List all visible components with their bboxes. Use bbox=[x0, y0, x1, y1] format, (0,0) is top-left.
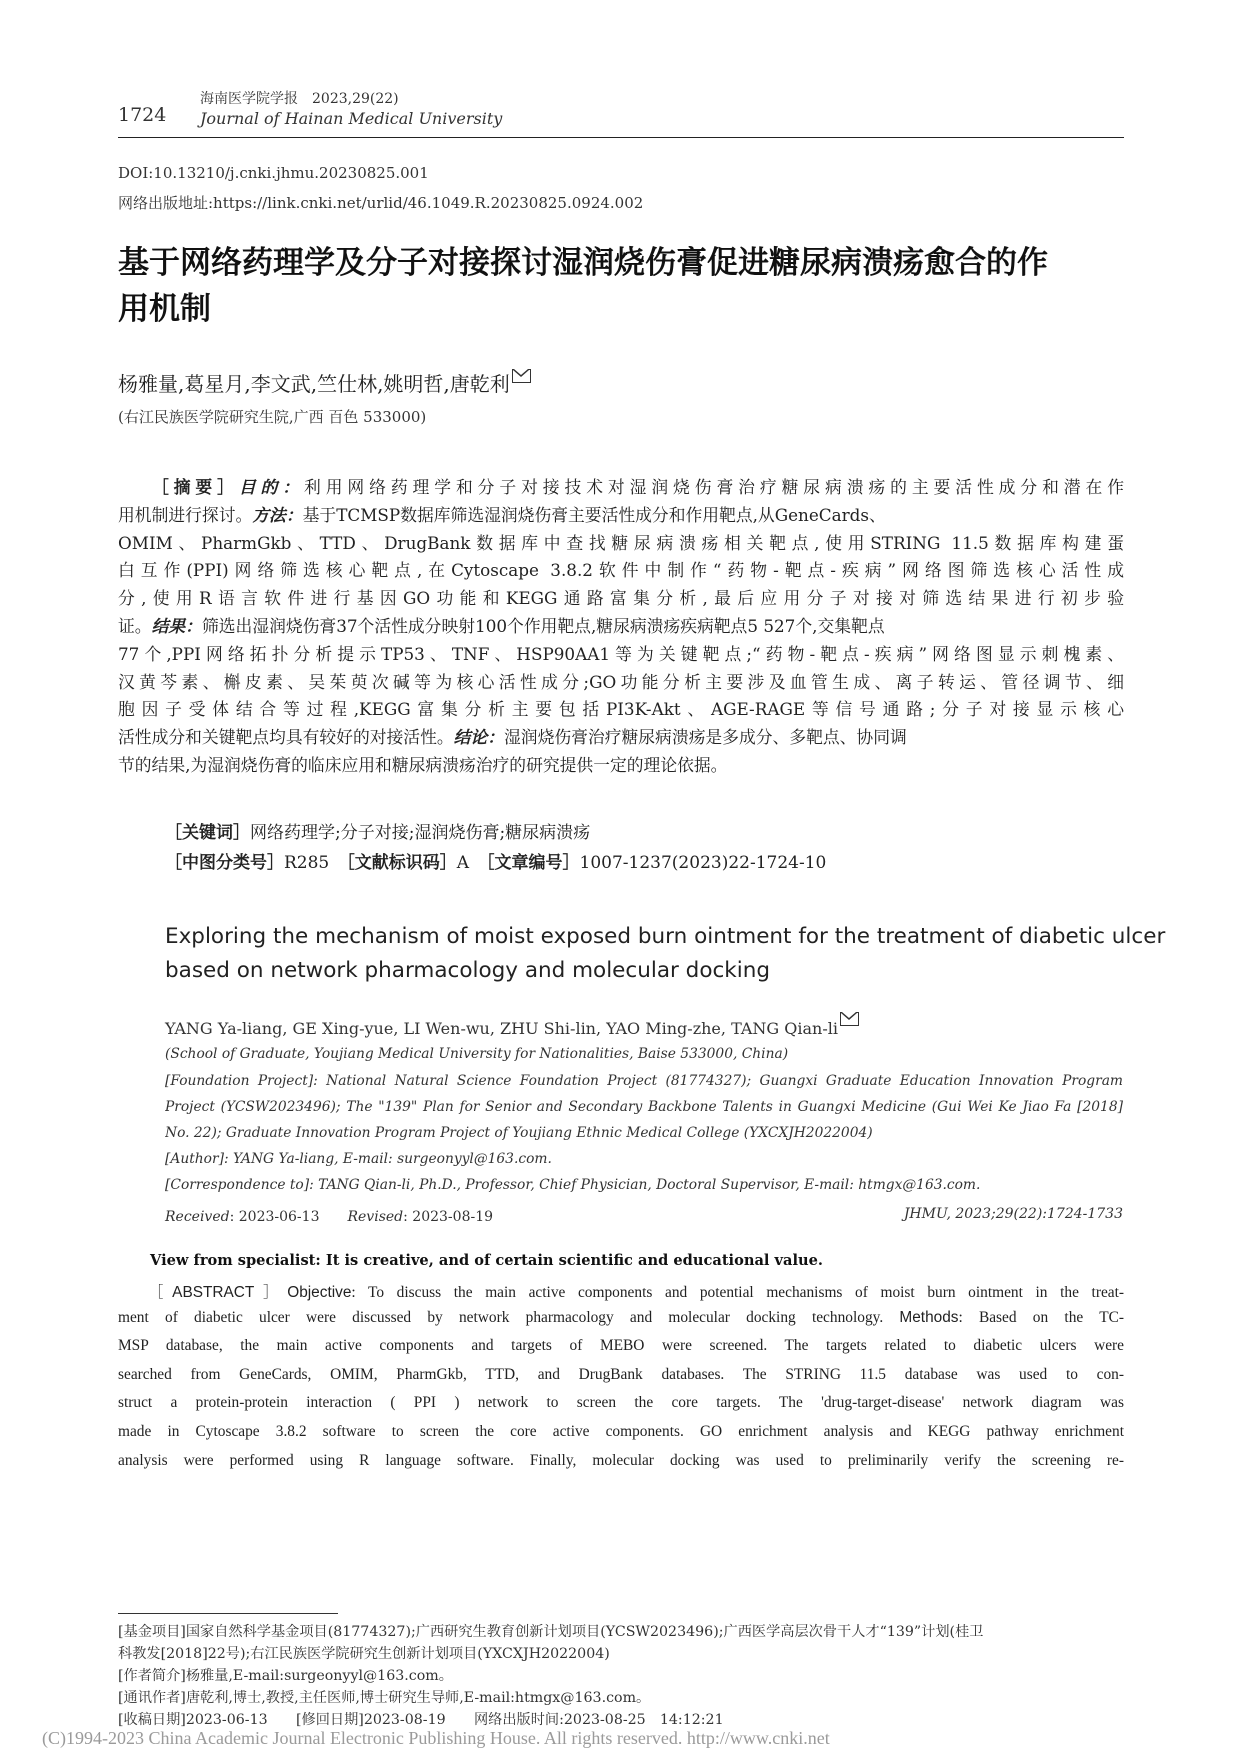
revised-date: : 2023-08-19 bbox=[403, 1209, 494, 1225]
footnote-correspondence: [通讯作者]唐乾利,博士,教授,主任医师,博士研究生导师,E-mail:htmgx@163.com。 bbox=[118, 1690, 651, 1706]
abstract-cn-line bbox=[118, 613, 1124, 641]
abstract-en-label: ［ABSTRACT］ bbox=[148, 1284, 288, 1301]
received-label: Received bbox=[165, 1209, 230, 1225]
doc-label: ［文献标识码］ bbox=[346, 853, 457, 873]
abstract-cn-line bbox=[118, 752, 1124, 780]
received-date: : 2023-06-13 bbox=[229, 1209, 320, 1225]
abstract-text: 用机制进行探讨。 bbox=[118, 504, 253, 525]
authors-cn-text: 杨雅量,葛星月,李文武,竺仕林,姚明哲,唐乾利 bbox=[118, 372, 510, 396]
envelope-icon bbox=[512, 369, 531, 383]
foundation-line: [Foundation Project]: National Natural Science Foundation Project (81774327); Guangxi Graduate Education Innovation Program bbox=[165, 1073, 1123, 1089]
clc-value: R285 bbox=[284, 853, 330, 873]
correspondence-en: [Correspondence to]: TANG Qian-li, Ph.D., Professor, Chief Physician, Doctoral Supervisor, E-mail: htmgx@163.com. bbox=[165, 1177, 981, 1193]
abstract-text: : To discuss the main active components and potential mechanisms of moist burn ointment in the treat- bbox=[351, 1284, 1124, 1301]
abstract-text: 活性成分和关键靶点均具有较好的对接活性。 bbox=[118, 727, 454, 748]
abstract-text: 77个,PPI网络拓扑分析提示TP53、TNF、HSP90AA1等为关键靶点;“药物-靶点-疾病”网络图显示刺槐素、 bbox=[118, 643, 1124, 664]
journal-name-cn: 海南医学院学报 2023,29(22) bbox=[200, 91, 399, 107]
revised-label: Revised bbox=[347, 1209, 404, 1225]
doi[interactable]: DOI:10.13210/j.cnki.jhmu.20230825.001 bbox=[118, 164, 429, 182]
footnote-fund: [基金项目]国家自然科学基金项目(81774327);广西研究生教育创新计划项目(YCSW2023496);广西医学高层次骨干人才“139”计划(桂卫 bbox=[118, 1624, 984, 1640]
abstract-cn-line bbox=[118, 641, 1124, 669]
abstract-text: 证。 bbox=[118, 615, 152, 636]
doc-value: A bbox=[456, 853, 470, 873]
abstract-cn-line bbox=[118, 724, 1124, 752]
article-title-en bbox=[165, 920, 1166, 988]
online-url[interactable]: 网络出版地址:https://link.cnki.net/urlid/46.1049.R.20230825.0924.002 bbox=[118, 194, 644, 212]
footnote-author: [作者简介]杨雅量,E-mail:surgeonyyl@163.com。 bbox=[118, 1668, 453, 1684]
abstract-cn-line bbox=[118, 474, 1124, 502]
foundation-line: Project (YCSW2023496); The "139" Plan for Senior and Secondary Backbone Talents in Guangxi Medicine (Gui Wei Ke Jiao Fa [2018] bbox=[165, 1099, 1123, 1115]
page-number: 1724 bbox=[118, 104, 167, 126]
affiliation-en: (School of Graduate, Youjiang Medical University for Nationalities, Baise 533000, China) bbox=[165, 1046, 789, 1062]
title-cn-line: 基于网络药理学及分子对接探讨湿润烧伤膏促进糖尿病溃疡愈合的作 bbox=[118, 245, 1048, 281]
footnote-rule bbox=[118, 1613, 338, 1614]
abstract-text: 节的结果,为湿润烧伤膏的临床应用和糖尿病溃疡治疗的研究提供一定的理论依据。 bbox=[118, 754, 728, 775]
article-label: ［文章编号］ bbox=[486, 853, 580, 873]
abstract-cn-line bbox=[118, 696, 1124, 724]
header-rule bbox=[118, 137, 1124, 138]
copyright-notice: (C)1994-2023 China Academic Journal Electronic Publishing House. All rights reserved. http://www.cnki.net bbox=[42, 1728, 830, 1748]
abstract-cn-line bbox=[118, 502, 1124, 530]
received-line bbox=[165, 1206, 1123, 1226]
abstract-text: 胞因子受体结合等过程,KEGG富集分析主要包括PI3K-Akt、AGE-RAGE等信号通路;分子对接显示核心 bbox=[118, 699, 1124, 720]
abstract-text: 分,使用R语言软件进行基因GO功能和KEGG通路富集分析,最后应用分子对接对筛选结果进行初步验 bbox=[118, 588, 1124, 609]
keywords-label: ［关键词］ bbox=[165, 823, 250, 843]
foundation-line: No. 22); Graduate Innovation Program Project of Youjiang Ethnic Medical College (YXCXJH2022004) bbox=[165, 1125, 873, 1141]
abstract-text: 湿润烧伤膏治疗糖尿病溃疡是多成分、多靶点、协同调 bbox=[504, 727, 907, 748]
abstract-en bbox=[118, 1280, 1124, 1480]
abstract-text: 白互作(PPI)网络筛选核心靶点,在Cytoscape 3.8.2软件中制作“药物-靶点-疾病”网络图筛选核心活性成 bbox=[118, 560, 1124, 581]
abstract-en-line: MSP database, the main active components and targets of MEBO were screened. The targets related to diabetic ulcers were bbox=[118, 1337, 1124, 1355]
abstract-text: OMIM、PharmGkb、TTD、DrugBank数据库中查找糖尿病溃疡相关靶点,使用STRING 11.5数据库构建蛋 bbox=[118, 532, 1124, 553]
abstract-text: 汉黄芩素、槲皮素、吴茱萸次碱等为核心活性成分;GO功能分析主要涉及血管生成、离子转运、管径调节、细 bbox=[118, 671, 1124, 692]
abstract-en-line: searched from GeneCards, OMIM, PharmGkb, TTD, and DrugBank databases. The STRING 11.5 database was used to con- bbox=[118, 1365, 1124, 1383]
title-en-line: based on network pharmacology and molecular docking bbox=[165, 958, 771, 983]
section-label: Objective bbox=[287, 1284, 352, 1301]
section-label: 结论： bbox=[453, 727, 504, 748]
keywords bbox=[165, 818, 590, 843]
keywords-text: 网络药理学;分子对接;湿润烧伤膏;糖尿病溃疡 bbox=[250, 823, 591, 843]
abstract-text: ment of diabetic ulcer were discussed by network pharmacology and molecular docking technology. bbox=[118, 1308, 900, 1326]
classification bbox=[165, 848, 826, 873]
authors-cn bbox=[118, 368, 531, 397]
section-label: 目的： bbox=[238, 477, 304, 497]
abstract-cn-line bbox=[118, 585, 1124, 613]
view-from-specialist: View from specialist: It is creative, and of certain scientific and educational value. bbox=[150, 1252, 823, 1269]
abstract-cn bbox=[118, 474, 1124, 780]
footnote-fund: 科教发[2018]22号);右江民族医学院研究生创新计划项目(YXCXJH2022004) bbox=[118, 1646, 610, 1662]
clc-label: ［中图分类号］ bbox=[165, 853, 284, 873]
abstract-en-line bbox=[118, 1309, 1124, 1338]
section-label: 方法： bbox=[252, 504, 303, 525]
section-label: 结果： bbox=[151, 615, 202, 636]
abstract-en-line: struct a protein-protein interaction ( PPI ) network to screen the core targets. The 'drug-target-disease' network diagram was bbox=[118, 1394, 1124, 1412]
abstract-cn-line bbox=[118, 530, 1124, 558]
article-value: 1007-1237(2023)22-1724-10 bbox=[579, 853, 827, 873]
envelope-icon bbox=[840, 1012, 859, 1026]
authors-en-text: YANG Ya-liang, GE Xing-yue, LI Wen-wu, ZHU Shi-lin, YAO Ming-zhe, TANG Qian-li bbox=[165, 1019, 838, 1038]
abstract-text: 基于TCMSP数据库筛选湿润烧伤膏主要活性成分和作用靶点,从GeneCards、 bbox=[302, 504, 886, 525]
section-label: Methods bbox=[899, 1308, 959, 1326]
abstract-en-line: made in Cytoscape 3.8.2 software to screen the core active components. GO enrichment analysis and KEGG pathway enrichment bbox=[118, 1422, 1124, 1440]
title-cn-line: 用机制 bbox=[118, 291, 211, 327]
citation: JHMU, 2023;29(22):1724-1733 bbox=[903, 1206, 1123, 1222]
authors-en bbox=[165, 1012, 859, 1038]
abstract-cn-label: ［摘要］ bbox=[152, 477, 239, 497]
abstract-en-line: analysis were performed using R language software. Finally, molecular docking was used to preliminarily verify the screening re- bbox=[118, 1451, 1124, 1469]
abstract-text: : Based on the TC- bbox=[958, 1308, 1124, 1326]
abstract-text: 利用网络药理学和分子对接技术对湿润烧伤膏治疗糖尿病溃疡的主要活性成分和潜在作 bbox=[303, 477, 1124, 497]
abstract-cn-line bbox=[118, 557, 1124, 585]
author-info-en: [Author]: YANG Ya-liang, E-mail: surgeonyyl@163.com. bbox=[165, 1151, 552, 1167]
footnote-dates: [收稿日期]2023-06-13 [修回日期]2023-08-19 网络出版时间:2023-08-25 14:12:21 bbox=[118, 1712, 724, 1728]
abstract-en-line bbox=[118, 1280, 1124, 1309]
title-en-line: Exploring the mechanism of moist exposed burn ointment for the treatment of diabetic ulcer bbox=[165, 924, 1166, 949]
affiliation-cn: (右江民族医学院研究生院,广西 百色 533000) bbox=[118, 408, 427, 426]
article-title-cn bbox=[118, 240, 1128, 332]
journal-name-en: Journal of Hainan Medical University bbox=[200, 109, 503, 128]
abstract-cn-line bbox=[118, 669, 1124, 697]
abstract-text: 筛选出湿润烧伤膏37个活性成分映射100个作用靶点,糖尿病溃疡疾病靶点5 527个,交集靶点 bbox=[201, 615, 885, 636]
